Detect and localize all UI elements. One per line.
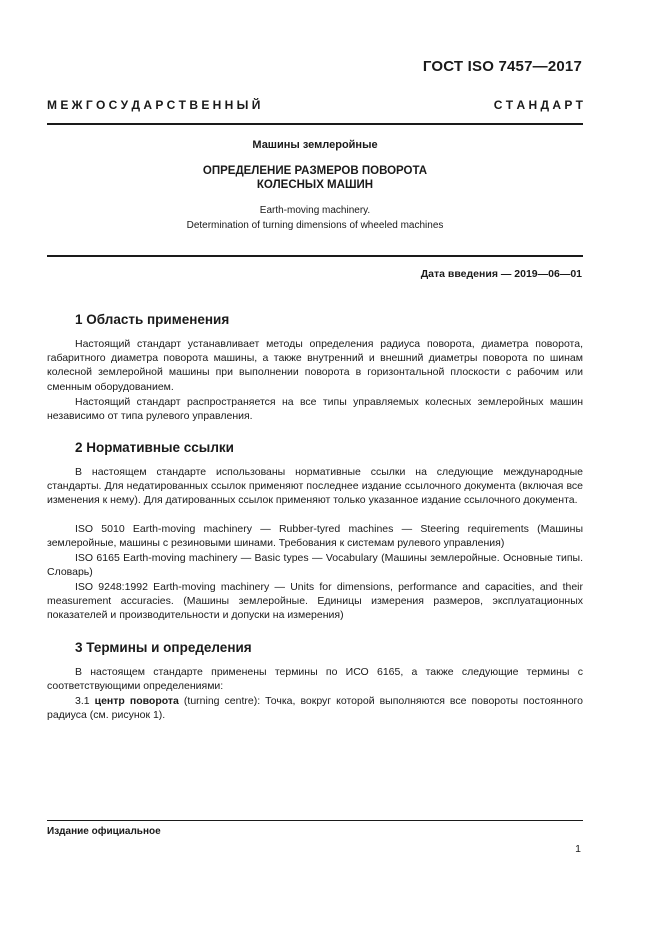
title-rule <box>47 255 583 257</box>
header-rule <box>47 123 583 125</box>
section-3-paragraph-1: В настоящем стандарте применены термины по ИСО 6165, а также следующие термины с соответствующими определениями: <box>47 666 583 693</box>
reference-iso-5010: ISO 5010 Earth-moving machinery — Rubber-tyred machines — Steering requirements (Машины землеройные, машины с резиновыми шинами. Требования к системам рулевого управления) <box>47 523 583 550</box>
document-title <box>47 164 583 192</box>
title-line-1: ОПРЕДЕЛЕНИЕ РАЗМЕРОВ ПОВОРОТА <box>202 165 428 177</box>
english-title <box>47 203 583 233</box>
interstate-standard-banner <box>47 98 583 112</box>
subject-heading: Машины землеройные <box>252 139 378 151</box>
standard-word: С Т А Н Д А Р Т <box>493 98 583 112</box>
section-2-paragraph-1: В настоящем стандарте использованы нормативные ссылки на следующие международные стандарты. Для недатированных ссылок применяют последнее издание ссылочного документа (включая все изменения к нему). Для датированных ссылок применяют только указанное издание ссылочного документа. <box>47 466 583 507</box>
section-1-paragraph-2: Настоящий стандарт распространяется на все типы управляемых колесных землеройных машин независимо от типа рулевого управления. <box>47 396 583 423</box>
term-definition: (turning centre): Точка, вокруг которой выполняются все повороты постоянного радиуса (см. рисунок 1). <box>47 695 583 722</box>
page-number: 1 <box>575 843 581 855</box>
introduction-date: Дата введения — 2019—06—01 <box>420 268 582 280</box>
term-3-1 <box>47 694 583 722</box>
english-title-line-1: Earth-moving machinery. <box>259 205 371 216</box>
english-title-line-2: Determination of turning dimensions of wheeled machines <box>186 220 444 231</box>
term-name: центр поворота <box>94 695 179 707</box>
section-1-paragraph-1: Настоящий стандарт устанавливает методы определения радиуса поворота, диаметра поворота, габаритного диаметра поворота машины, а также внутренний и внешний диаметры поворота по шинам колесной землеройной машины при выполнении поворота в горизонтальной плоскости с рабочим или сменным оборудованием. <box>47 338 583 393</box>
edition-note: Издание официальное <box>47 826 161 837</box>
reference-iso-9248: ISO 9248:1992 Earth-moving machinery — Units for dimensions, performance and capacities, and their measurement accuracies. (Машины землеройные. Единицы измерения размеров, эксплуатационных показателей и производительности и допуски на измерения) <box>47 581 583 622</box>
footer-rule <box>47 820 583 821</box>
term-number: 3.1 <box>75 695 90 707</box>
standard-number: ГОСТ ISO 7457—2017 <box>422 58 582 75</box>
title-line-2: КОЛЕСНЫХ МАШИН <box>256 179 374 191</box>
section-3-heading: 3 Термины и определения <box>75 640 252 655</box>
section-2-heading: 2 Нормативные ссылки <box>75 440 234 455</box>
reference-iso-6165: ISO 6165 Earth-moving machinery — Basic types — Vocabulary (Машины землеройные. Основные типы. Словарь) <box>47 552 583 579</box>
section-1-heading: 1 Область применения <box>75 312 230 327</box>
interstate-word: М Е Ж Г О С У Д А Р С Т В Е Н Н Ы Й <box>47 98 261 112</box>
